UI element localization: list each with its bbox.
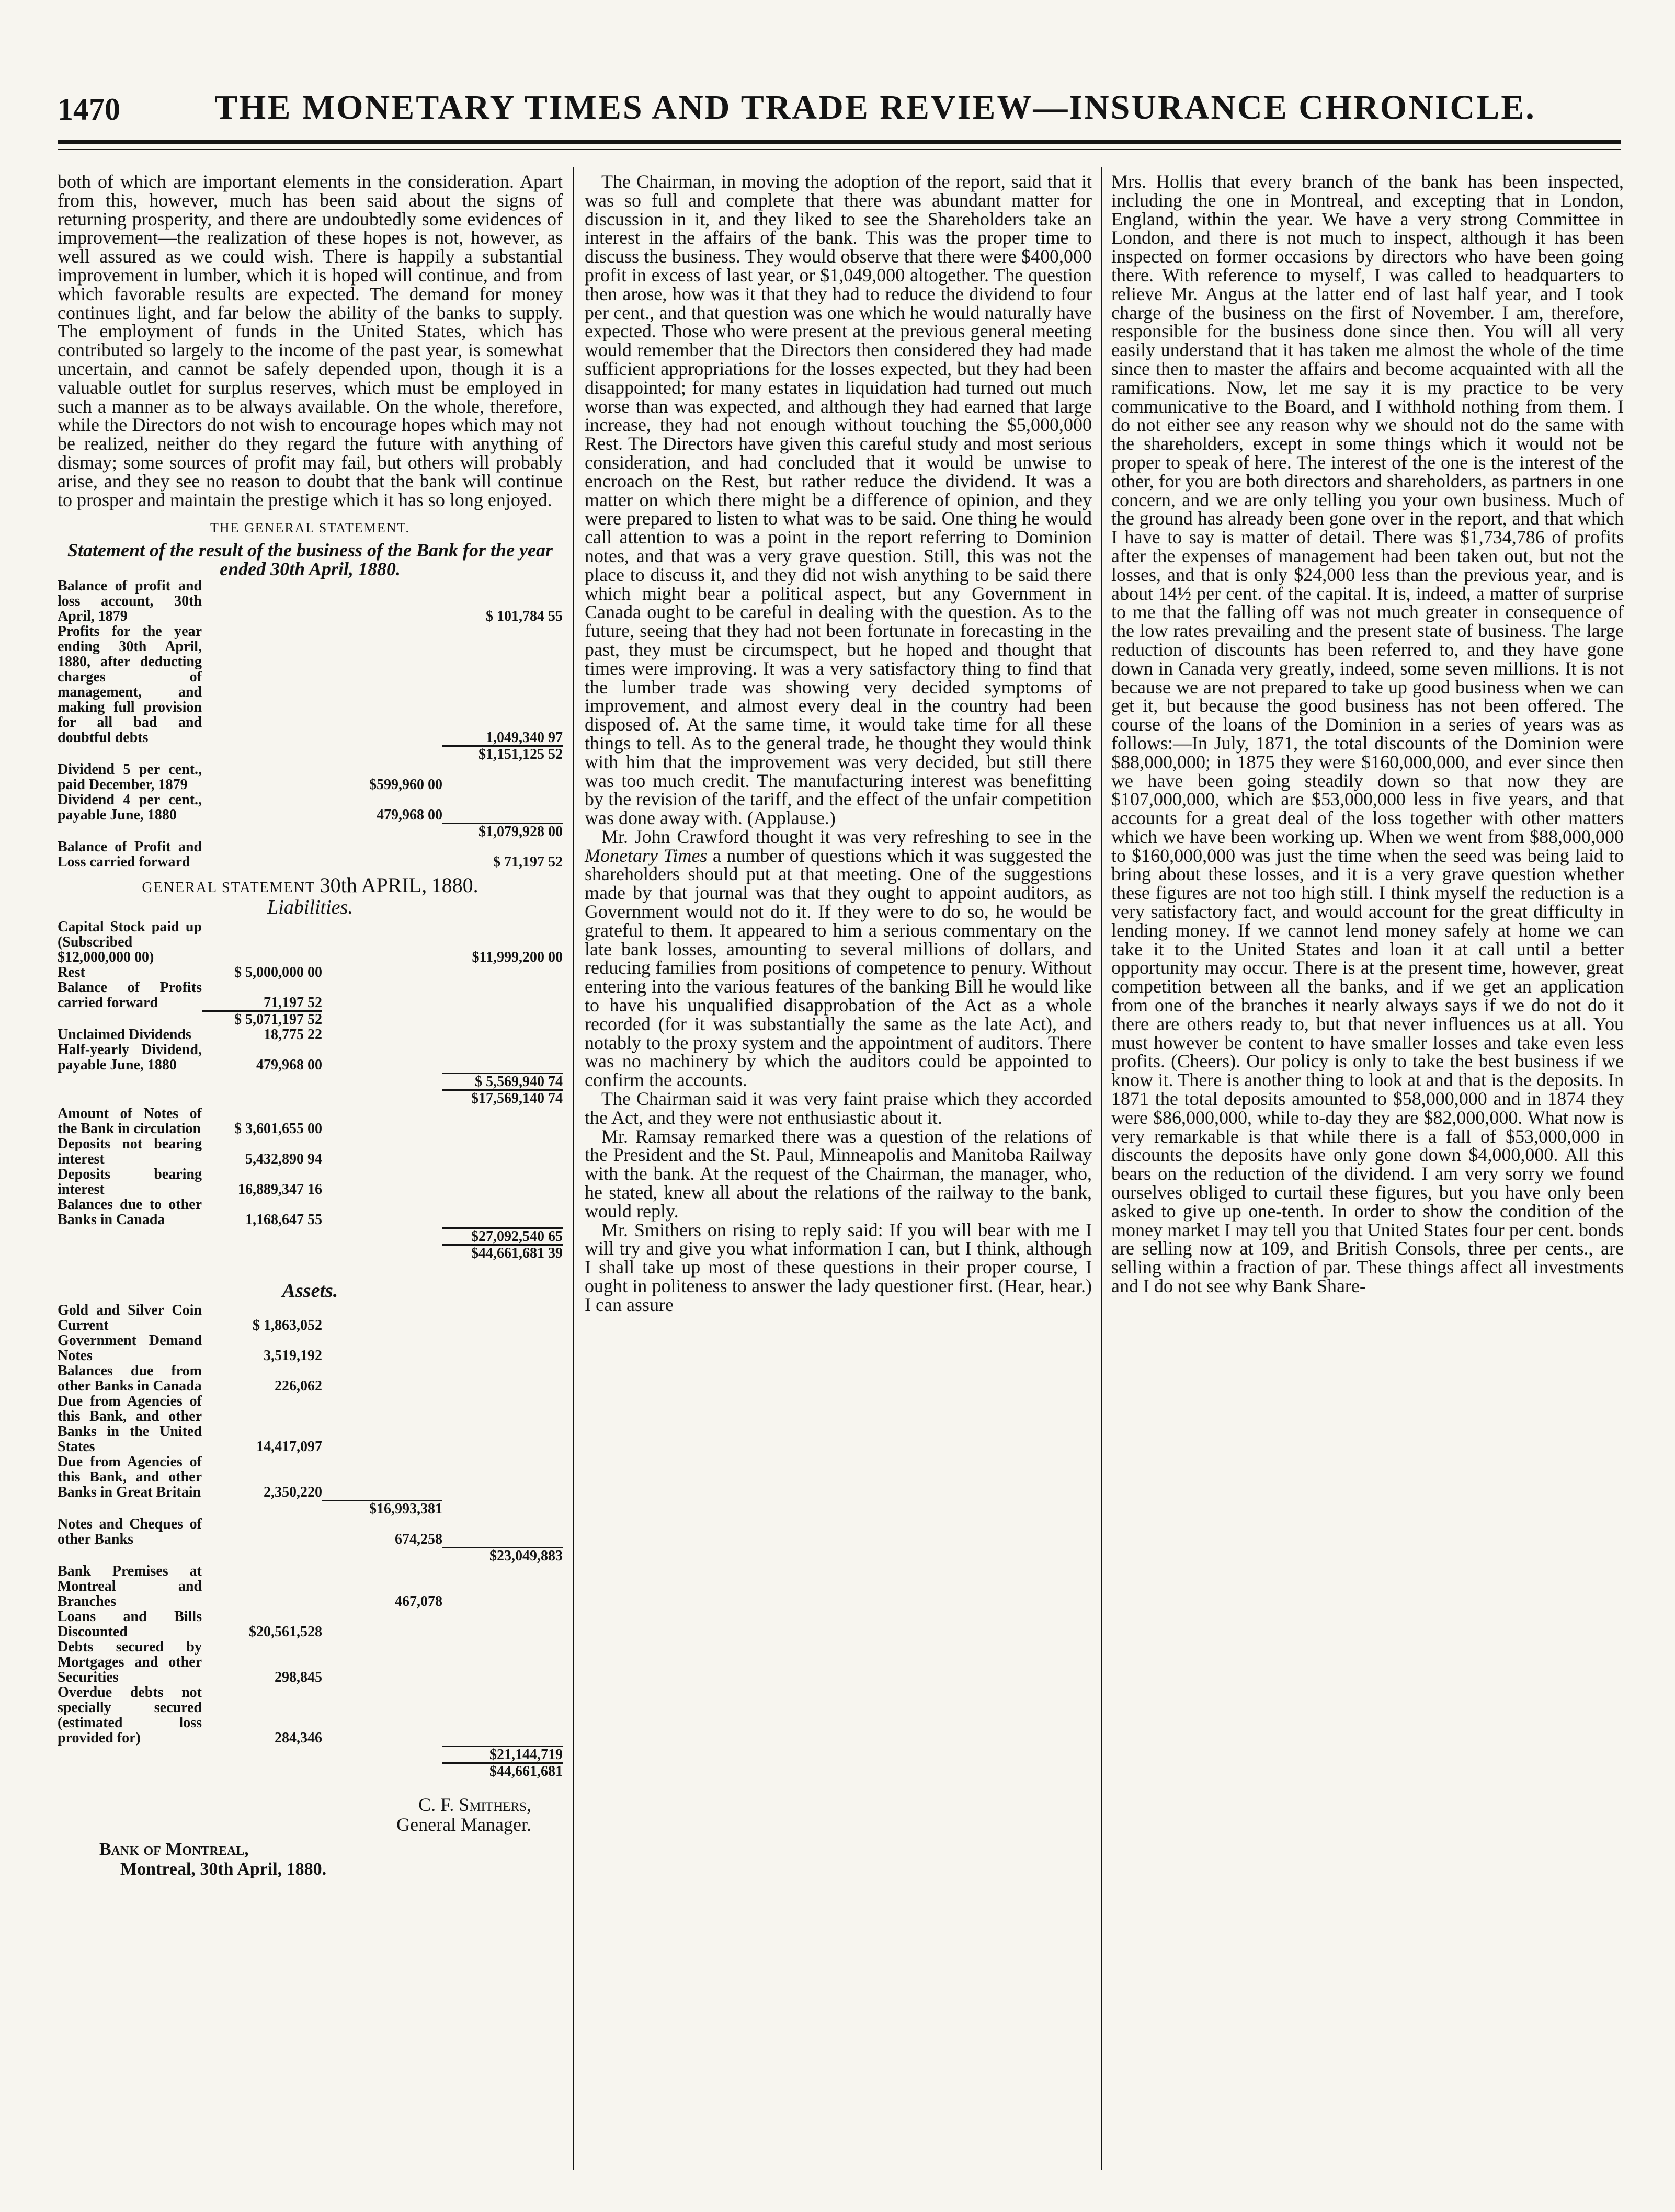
row-amount-c3: $17,569,140 74 [442,1089,563,1106]
left-column [58,173,563,1879]
chairman-reply-paragraph: The Chairman said it was very faint praise which they accorded the Act, and they were not enthusiastic about it. [585,1088,1092,1128]
row-amount-c1: $ 5,000,000 00 [234,964,322,980]
row-amount-c1: $ 5,071,197 52 [202,1010,322,1027]
signature-block [58,1795,563,1834]
row-label: Deposits not bearing interest [58,1135,202,1167]
row-label: Balance of Profit and Loss carried forward [58,839,202,871]
statement-row [58,1609,563,1639]
statement-row [58,1762,563,1779]
assets-table [58,1303,563,1779]
gs-heading-date: 30th APRIL, [320,873,427,897]
statement-row [58,578,563,624]
row-amount-c1: 71,197 52 [264,994,322,1011]
signature-title: General Manager. [396,1814,531,1835]
row-amount-c3: $21,144,719 [442,1746,563,1762]
row-label: Bank Premises at Montreal and Branches [58,1563,202,1610]
statement-row [58,1303,563,1333]
row-label: Capital Stock paid up (Subscribed $12,000,000 00) [58,918,202,965]
page-title: THE MONETARY TIMES AND TRADE REVIEW—INSURANCE CHRONICLE. [214,88,1536,127]
statement-row [58,1010,563,1027]
row-amount-c1: $20,561,528 [249,1623,322,1640]
general-statement-heading: THE GENERAL STATEMENT. [210,520,411,536]
statement-row [58,1027,563,1042]
statement-title: Statement of the result of the business of the Bank for the year ended 30th April, 1880. [67,540,553,580]
row-amount-c1: 1,168,647 55 [245,1211,322,1228]
bank-dateline [58,1840,563,1879]
chairman-paragraph: The Chairman, in moving the adoption of the report, said that it was so full and complete that there was abundant matter for discussion in it, and they liked to see the Shareholders take an interest in the affairs of the bank. This was the proper time to discuss the business. They would observe that there were $400,000 profit in excess of last year, or $1,049,000 altogether. The question then arose, how was it that they had to reduce the dividend to four per cent., and that question was one which he would naturally have expected. Those who were present at the previous general meeting would remember that the Directors then considered they had made sufficient appropriations for the losses expected, but they had been disappointed; for many estates in liquidation had turned out much worse than was expected, and although they had earned that large increase, they had not enough without touching the $5,000,000 Rest. The Directors have given this careful study and most serious consideration, and had concluded that it would be unwise to encroach on the Rest, but rather reduce the dividend. It was a matter on which there might be a difference of opinion, and they were prepared to listen to what was to be said. One thing he would call attention to was a point in the report referring to Dominion notes, and that was a very grave question. Still, this was not the place to discuss it, and they did not wish anything to be said there which might bear a political aspect, but any Government in Canada ought to be careful in dealing with the question. As to the future, seeing that they had not been fortunate in forecasting in the past, they must be circumspect, but he hoped and thought that times were improving. It was a very satisfactory thing to find that the lumber trade was showing very decided symptoms of improvement, and almost every deal in the country had been disposed of. At the same time, it would take time for all these things to tell. As to the general trade, he thought they would think with him that the improvement was very decided, but still there was too much credit. The manufacturing interest was benefitting by the revision of the tariff, and the effect of the unfair competition was done away with. (Applause.) [585,171,1092,829]
gs-heading-text: GENERAL STATEMENT [142,880,316,896]
row-amount-c3: $11,999,200 00 [472,949,563,965]
statement-row [58,1685,563,1746]
statement-row [58,1500,563,1517]
row-amount-c3: $ 71,197 52 [493,854,563,871]
liabilities-table [58,919,563,1261]
row-label: Dividend 4 per cent., payable June, 1880 [58,792,202,824]
bank-name: Bank of Montreal, [99,1839,249,1859]
bank-date: Montreal, 30th April, 1880. [120,1859,327,1879]
statement-row [58,1394,563,1454]
row-amount-c1: 298,845 [275,1669,322,1685]
row-amount-c1: 16,889,347 16 [238,1181,322,1198]
statement-row [58,762,563,792]
row-amount-c3: $44,661,681 39 [442,1244,563,1261]
statement-row [58,839,563,870]
row-amount-c1: 5,432,890 94 [245,1150,322,1167]
statement-row [58,1454,563,1500]
gs-heading-year: 1880. [431,873,478,897]
row-label: Loans and Bills Discounted [58,1608,202,1640]
crawford-text-a: Mr. John Crawford thought it was very refreshing to see in the [601,826,1092,847]
statement-row [58,1639,563,1685]
row-amount-c3: $1,079,928 00 [442,823,563,839]
row-amount-c2: 674,258 [395,1531,442,1547]
row-label: Unclaimed Dividends [58,1026,191,1043]
row-amount-c2: 479,968 00 [377,807,442,824]
statement-row [58,1244,563,1261]
statement-row [58,1363,563,1394]
row-amount-c2: $16,993,381 [322,1500,442,1517]
row-amount-c1: 479,968 00 [256,1056,322,1073]
liabilities-heading: Liabilities. [267,896,353,918]
statement-row [58,1136,563,1167]
statement-row [58,1517,563,1547]
middle-column [585,173,1092,1315]
row-label: Rest [58,964,85,980]
statement-row [58,919,563,965]
row-label: Deposits bearing interest [58,1166,202,1198]
row-amount-c3: $ 101,784 55 [486,608,563,625]
row-amount-c1: $ 3,601,655 00 [234,1120,322,1137]
row-amount-c3: $ 5,569,940 74 [442,1073,563,1089]
statement-row [58,980,563,1010]
row-amount-c1: 284,346 [275,1729,322,1746]
crawford-paragraph [585,828,1092,1090]
row-amount-c1: 2,350,220 [264,1484,322,1500]
statement-row [58,1197,563,1227]
crawford-text-b: a number of questions which it was suggested the shareholders should put at that meeting. One of the suggestions made by that journal was that they ought to appoint auditors, as Government would not do it. If they were to do so, he would be grateful to them. It appeared to him a serious commentary on the late bank losses, amounting to several millions of dollars, and reducing families from positions of competence to penury. Without entering into the various features of the banking Bill he would like to have his unqualified disapprobation of the Act as a whole recorded (for it was substantially the same as the late Act), and notably to the proxy system and the appointment of auditors. There was no machinery by which the auditors could be appointed to confirm the accounts. [585,845,1092,1091]
statement-row [58,1167,563,1197]
assets-heading: Assets. [282,1279,338,1302]
report-paragraph: both of which are important elements in the consideration. Apart from this, however, much has been said about the signs of returning prosperity, and there are undoubtedly some evidences of improvement—the realization of these hopes is not, however, as well assured as we could wish. There is happily a substantial improvement in lumber, which it is hoped will continue, and from which favorable results are expected. The demand for money continues light, and far below the ability of the banks to supply. The employment of funds in the United States, which has contributed so largely to the income of the past year, is somewhat uncertain, and cannot be safely depended upon, though it is a valuable outlet for surplus reserves, which must be employed in such a manner as to be always available. On the whole, therefore, while the Directors do not wish to encourage hopes which may not be realized, neither do they regard the future with anything of dismay; some sources of profit may fail, but others will probably arise, and they see no reason to doubt that the bank will continue to prosper and maintain the prestige which it has so long enjoyed. [58,171,563,510]
row-label: Profits for the year ending 30th April, 1880, after deducting charges of management, and making full provision for all bad and doubtful debts [58,623,202,746]
statement-row [58,823,563,839]
row-label: Notes and Cheques of other Banks [58,1515,202,1547]
row-label: Amount of Notes of the Bank in circulation [58,1105,202,1137]
row-label: Balances due from other Banks in Canada [58,1362,202,1394]
statement-row [58,1746,563,1762]
row-amount-c1: 226,062 [275,1377,322,1394]
smithers-continued-paragraph: Mrs. Hollis that every branch of the bank has been inspected, including the one in Montreal, and excepting that in London, England, within the year. We have a very strong Committee in London, and there is not much to inspect, although it has been inspected on former occasions by directors who have been going there. With reference to myself, I was called to headquarters to relieve Mr. Angus at the latter end of last half year, and I took charge of the business on the first of November. I am, therefore, responsible for the business done since then. You will all very easily understand that it has taken me almost the whole of the time since then to master the affairs and become acquainted with all the ramifications. Now, let me say it is my practice to be very communicative to the Board, and I withhold nothing from them. I do not either see any reason why we should not do the same with the shareholders, except in some things which it would not be proper to speak of here. The interest of the one is the interest of the other, for you are both directors and shareholders, as partners in one concern, and we are only telling you your own business. Much of the ground has already been gone over in the report, and that which I have to say is matter of detail. There was $1,734,786 of profits after the expenses of management had been taken out, but not the losses, and that is only $24,000 less than the previous year, and is about 14½ per cent. of the capital. It is, indeed, a matter of surprise to me that the falling off was not much greater in consequence of the low rates prevailing and the present state of business. The large reduction of discounts has been referred to, and they have gone down in Canada very greatly, indeed, some seven millions. It is not because we are not prepared to take up good business when we can get it, but because the good business has not been offered. The course of the loans of the Dominion in a series of years was as follows:—In July, 1871, the total discounts of the Dominion were $88,000,000; in 1875 they were $160,000,000, and ever since then we have been going steadily down so that now they are $107,000,000, which are $53,000,000 less in five years, and that accounts for a great deal of the loss together with other matters which we have been working up. When we went from $88,000,000 to $160,000,000 was just the time when the seed was being laid to bring about these losses, and it is a very grave question whether these figures are not too high still. I think myself the reduction is a very satisfactory fact, and would account for the great difficulty in lending money. If we cannot lend money safely at home we can take it to the United States and loan it at call until a better opportunity may occur. There is at the present time, however, great competition between all the banks, and if we get an application from one of the branches it nearly always says if we do not do it there are others ready to, but that never influences us at all. You must however be content to have smaller losses and take even less profits. (Cheers). Our policy is only to take the best business if we know it. There is another thing to look at and that is the deposits. In 1871 the total deposits amounted to $58,000,000 and in 1874 they were $86,000,000, while to-day they are $82,000,000. What now is very remarkable is that while there is a fall of $53,000,000 in discounts the deposits have only gone down $4,000,000. All this bears on the reduction of the dividend. I am very sorry we found ourselves obliged to curtail these figures, but you have only been asked to give up one-tenth. In order to show the condition of the money market I may tell you that United States four per cent. bonds are selling now at 109, and British Consols, three per cents., are selling within a fraction of par. These things affect all investments and I do not see why Bank Share- [1111,171,1624,1297]
page-number: 1470 [58,92,120,127]
row-label: Dividend 5 per cent., paid December, 1879 [58,761,202,793]
ramsay-paragraph: Mr. Ramsay remarked there was a question of the relations of the President and the St. Paul, Minneapolis and Manitoba Railway with the bank. At the request of the Chairman, the manager, who, he stated, knew all about the relations of the railway to the bank, would reply. [585,1125,1092,1222]
statement-row [58,1106,563,1136]
row-amount-c1: 18,775 22 [264,1026,322,1043]
row-label: Due from Agencies of this Bank, and other Banks in the United States [58,1393,202,1455]
statement-row [58,1333,563,1363]
right-column [1111,173,1624,1296]
row-amount-c3: $44,661,681 [442,1762,563,1779]
column-rule [1101,167,1102,2170]
row-amount-c3: $1,151,125 52 [442,745,563,762]
row-label: Balances due to other Banks in Canada [58,1196,202,1228]
row-label: Overdue debts not specially secured (estimated loss provided for) [58,1684,202,1746]
statement-row [58,745,563,762]
row-label: Debts secured by Mortgages and other Securities [58,1638,202,1685]
row-label: Half-yearly Dividend, payable June, 1880 [58,1041,202,1073]
statement-row [58,1073,563,1089]
row-amount-c1: 14,417,097 [256,1438,322,1455]
row-amount-c2: 467,078 [395,1593,442,1610]
statement-row [58,1089,563,1106]
row-amount-c3: $27,092,540 65 [442,1227,563,1244]
row-label: Balance of profit and loss account, 30th April, 1879 [58,578,202,625]
row-amount-c1: 3,519,192 [264,1347,322,1364]
statement-row [58,792,563,823]
statement-row [58,1227,563,1244]
header-rule-thick [58,140,1621,144]
row-label: Due from Agencies of this Bank, and other Banks in Great Britain [58,1453,202,1500]
statement-row [58,1042,563,1073]
header-rule-thin [58,149,1621,150]
statement-row [58,1547,563,1564]
journal-name: Monetary Times [585,845,708,866]
row-amount-c3: $23,049,883 [442,1547,563,1564]
statement-row [58,624,563,745]
row-amount-c2: $599,960 00 [369,777,442,793]
row-label: Government Demand Notes [58,1332,202,1364]
profit-loss-table [58,578,563,870]
statement-row [58,965,563,980]
row-label: Gold and Silver Coin Current [58,1302,202,1333]
general-statement-date-heading [58,873,563,897]
signature-name: C. F. Smithers, [418,1794,531,1815]
row-label: Balance of Profits carried forward [58,979,202,1011]
smithers-paragraph: Mr. Smithers on rising to reply said: If you will bear with me I will try and give you what information I can, but I think, although I shall take up most of these questions in their proper course, I ought in politeness to answer the lady questioner first. (Hear, hear.) I can assure [585,1219,1092,1315]
row-amount-c1: $ 1,863,052 [253,1317,322,1333]
row-amount-c3: 1,049,340 97 [486,729,563,746]
column-rule [573,167,574,2170]
statement-row [58,1564,563,1609]
